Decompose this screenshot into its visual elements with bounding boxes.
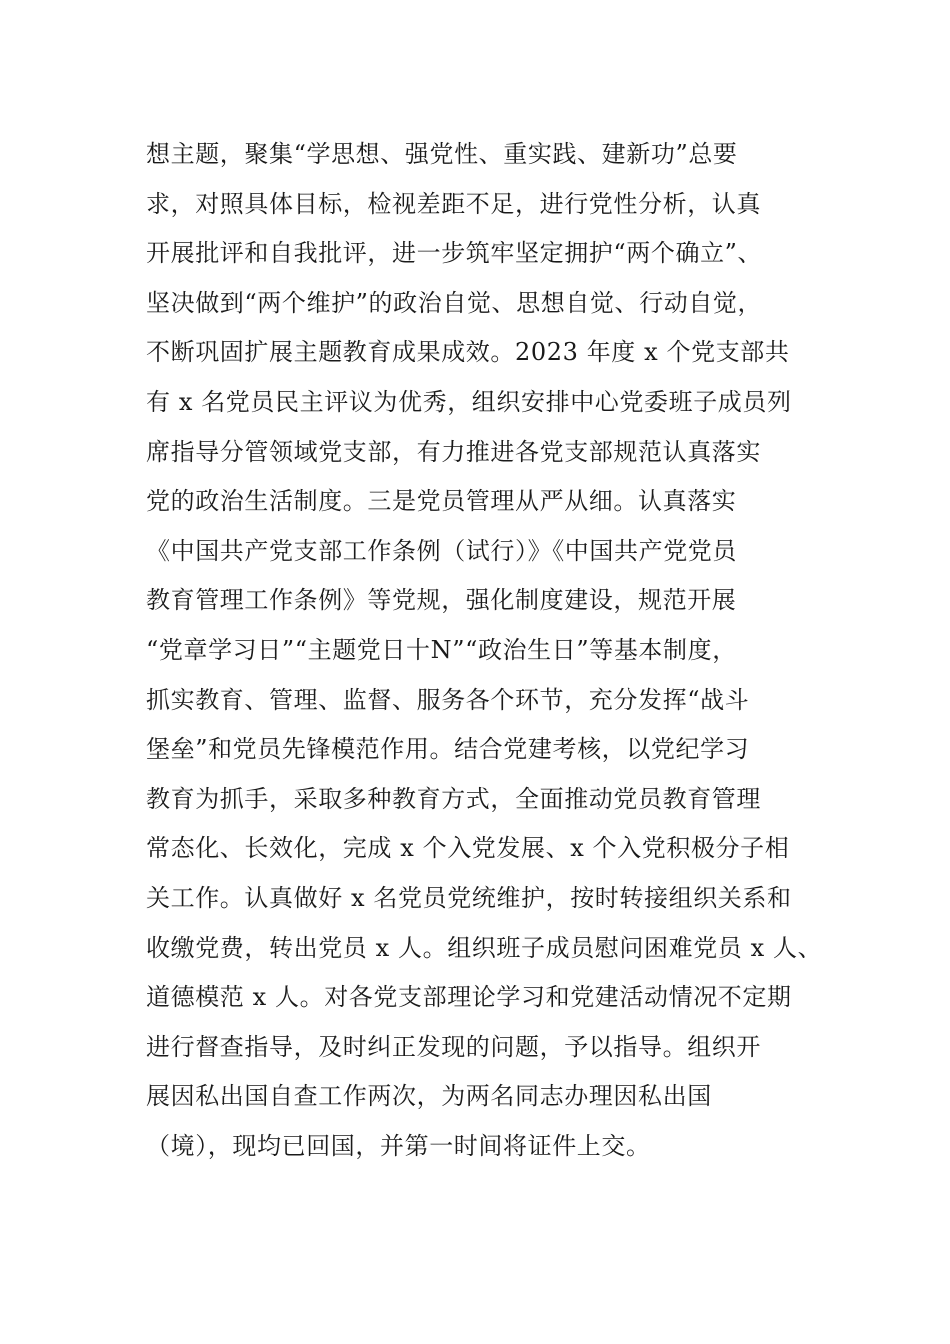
text-line: 展因私出国自查工作两次，为两名同志办理因私出国 <box>146 1082 712 1111</box>
text-line: 不断巩固扩展主题教育成果成效。2023 年度 x 个党支部共 <box>146 338 790 367</box>
text-line: 坚决做到“两个维护”的政治自觉、思想自觉、行动自觉， <box>146 288 763 317</box>
text-line: 教育为抓手，采取多种教育方式，全面推动党员教育管理 <box>146 784 761 813</box>
text-line: 教育管理工作条例》等党规，强化制度建设，规范开展 <box>146 586 737 615</box>
text-line: 求，对照具体目标，检视差距不足，进行党性分析，认真 <box>146 189 761 218</box>
text-line: 《中国共产党支部工作条例（试行）》《中国共产党党员 <box>146 536 737 565</box>
text-line: 想主题，聚集“学思想、强党性、重实践、建新功”总要 <box>146 140 738 168</box>
text-line: 抓实教育、管理、监督、服务各个环节，充分发挥“战斗 <box>146 685 750 714</box>
text-line: 有 x 名党员民主评议为优秀，组织安排中心党委班子成员列 <box>146 387 792 416</box>
body-paragraph <box>146 130 846 1171</box>
text-line: 席指导分管领域党支部，有力推进各党支部规范认真落实 <box>146 437 761 466</box>
text-line: 党的政治生活制度。三是党员管理从严从细。认真落实 <box>146 487 737 516</box>
text-line: 开展批评和自我批评，进一步筑牢坚定拥护“两个确立”、 <box>146 239 763 268</box>
text-line: 关工作。认真做好 x 名党员党统维护，按时转接组织关系和 <box>146 883 792 912</box>
text-line: 进行督查指导，及时纠正发现的问题，予以指导。组织开 <box>146 1032 761 1061</box>
text-line: （境），现均已回国，并第一时间将证件上交。 <box>146 1131 651 1160</box>
text-line: “党章学习日”“主题党日十N”“政治生日”等基本制度， <box>146 635 737 664</box>
text-line: 道德模范 x 人。对各党支部理论学习和党建活动情况不定期 <box>146 983 792 1012</box>
text-line: 堡垒”和党员先锋模范作用。结合党建考核，以党纪学习 <box>146 735 750 764</box>
text-line: 常态化、长效化，完成 x 个入党发展、x 个入党积极分子相 <box>146 834 790 863</box>
text-line: 收缴党费，转出党员 x 人。组织班子成员慰问困难党员 x 人、 <box>146 933 823 962</box>
